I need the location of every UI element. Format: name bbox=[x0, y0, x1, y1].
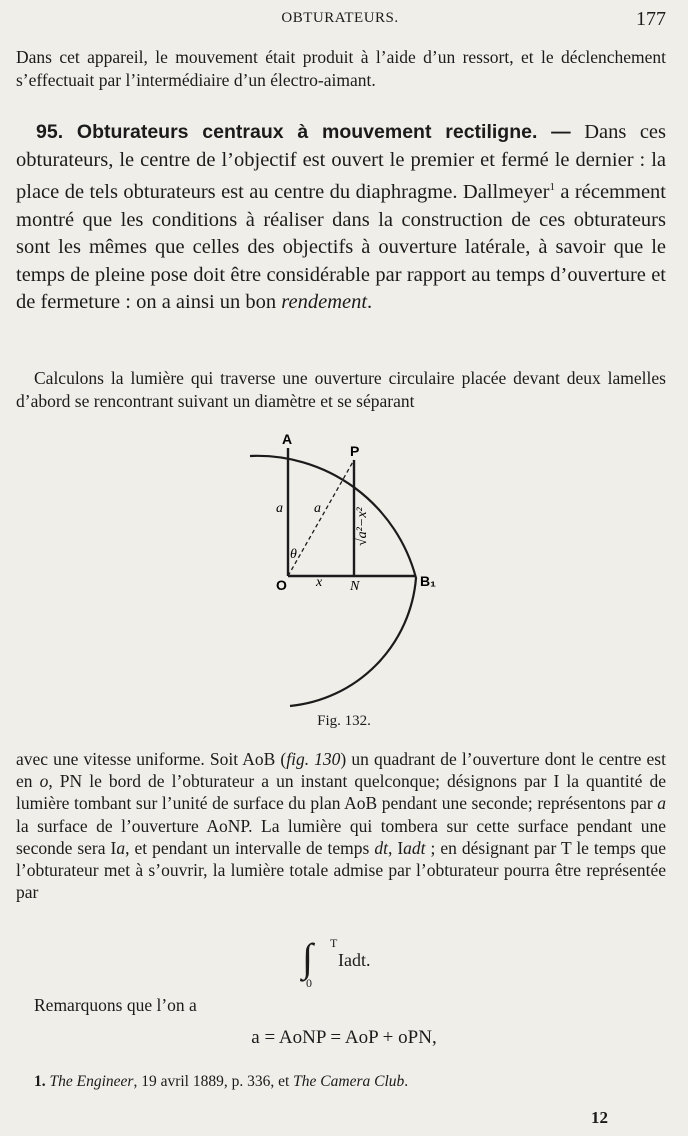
section-text-b: a récemment montré que les conditions à réaliser dans la construction de ces obturateurs sont les mêmes que celles des objectifs à ouverture latérale, à savoir que le temps de pleine pose doit être considérable par rapport au temps d’ouverture et de fermeture : on a ainsi un bon bbox=[16, 181, 666, 314]
footnote-end: . bbox=[404, 1073, 409, 1090]
label-a-left: a bbox=[276, 501, 283, 516]
continue-paragraph bbox=[16, 748, 666, 903]
section-title: Obturateurs centraux à mouvement rectiligne bbox=[76, 121, 532, 143]
label-B1: B₁ bbox=[420, 573, 436, 589]
integral-upper: T bbox=[330, 936, 338, 950]
integral-formula bbox=[300, 936, 420, 992]
continue-text-1: avec une vitesse uniforme. Soit AoB ( bbox=[16, 749, 287, 769]
label-sqrt: √a²−x² bbox=[355, 507, 370, 546]
section-number: 95. bbox=[36, 121, 64, 143]
continue-text-3: , PN le bord de l’obturateur a un instant quelconque; désignons par I la quantité de lumière tombant sur l’unité de surface du plan AoB pendant une seconde; représentons par bbox=[16, 771, 666, 814]
var-o: o bbox=[39, 771, 49, 792]
section-heading bbox=[16, 121, 571, 143]
continue-text-2: ) un quadrant de l’ouverture dont le centre est en bbox=[16, 749, 666, 792]
page-number: 177 bbox=[636, 8, 666, 30]
label-x: x bbox=[316, 575, 323, 590]
footnote-ref: 1 bbox=[549, 181, 555, 194]
section-text-a: Dans ces obturateurs, le centre de l’objectif est ouvert le premier et fermé le dernier : la place de tels obturateurs est au centre du diaphragme. Dallmeyer bbox=[16, 121, 666, 204]
fig-reference: fig. 130 bbox=[286, 749, 341, 769]
section-dash: . — bbox=[531, 121, 571, 143]
label-P: P bbox=[350, 443, 360, 459]
line-OP bbox=[288, 460, 354, 576]
area-equation: a = AoNP = AoP + oPN, bbox=[251, 1027, 437, 1048]
continue-text-6: , I bbox=[387, 837, 404, 858]
var-dt: dt bbox=[374, 837, 388, 858]
footnote-number: 1. bbox=[34, 1073, 46, 1090]
footnote-journal: The Engineer bbox=[49, 1073, 134, 1090]
remark-paragraph: Remarquons que l’on a bbox=[34, 995, 197, 1015]
figure-diagram bbox=[236, 428, 436, 718]
running-title: OBTURATEURS. bbox=[281, 10, 399, 26]
circle-arc bbox=[250, 456, 416, 706]
running-head bbox=[14, 8, 666, 32]
signature-mark: 12 bbox=[591, 1108, 608, 1127]
footnote-club: The Camera Club bbox=[293, 1073, 405, 1090]
integrand: Iadt. bbox=[338, 950, 371, 970]
figure-caption: Fig. 132. bbox=[317, 713, 371, 729]
calc-paragraph: Calculons la lumière qui traverse une ouverture circulaire placée devant deux lamelles d’abord se rencontrant suivant un diamètre et se séparant bbox=[16, 368, 666, 411]
label-A: A bbox=[282, 431, 293, 447]
section-95-paragraph bbox=[16, 119, 666, 317]
continue-text-7: ; en désignant par T le temps que l’obturateur met à s’ouvrir, la lumière totale admise par l’obturateur pourra être représentée par bbox=[16, 837, 666, 903]
footnote-text: , 19 avril 1889, p. 336, et bbox=[133, 1073, 294, 1090]
integral-sign: ∫ bbox=[302, 935, 313, 980]
section-text-c: . bbox=[367, 291, 373, 314]
section-emphasis: rendement bbox=[281, 291, 368, 314]
intro-paragraph: Dans cet appareil, le mouvement était produit à l’aide d’un ressort, et le déclenchement s’effectuait par l’intermédiaire d’un électro-aimant. bbox=[16, 47, 666, 90]
label-N: N bbox=[350, 579, 360, 594]
var-adt: adt bbox=[403, 837, 426, 858]
figure-132 bbox=[236, 428, 436, 718]
label-theta: θ bbox=[290, 547, 297, 562]
var-a2: a bbox=[116, 837, 126, 858]
label-a-diag: a bbox=[314, 501, 321, 516]
footnote bbox=[34, 1073, 654, 1091]
var-a: a bbox=[657, 793, 666, 814]
continue-text-5: , et pendant un intervalle de temps bbox=[125, 837, 375, 858]
continue-text-4: la surface de l’ouverture AoNP. La lumière qui tombera sur cette surface pendant une seconde sera I bbox=[16, 815, 666, 858]
integral-lower: 0 bbox=[306, 976, 312, 990]
label-O: O bbox=[276, 577, 287, 593]
